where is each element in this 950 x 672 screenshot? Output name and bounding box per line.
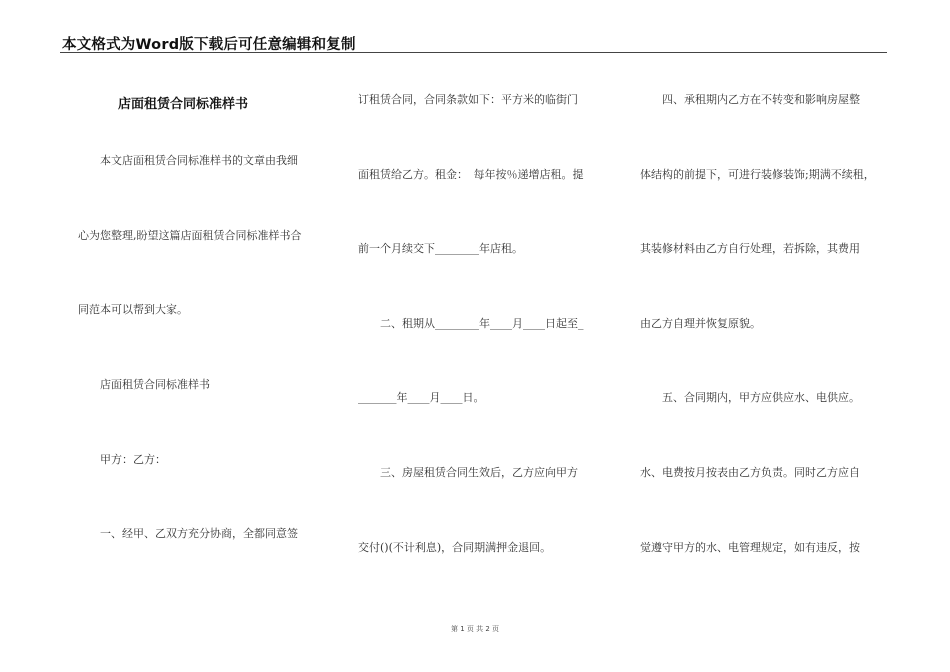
column-2-line: 面租赁给乙方。租金： 每年按％递增店租。提 — [358, 168, 584, 181]
column-3-line: 水、电费按月按表由乙方负责。同时乙方应自 — [640, 466, 860, 479]
column-2-line: 订租赁合同，合同条款如下：平方米的临街门 — [358, 93, 578, 106]
column-3-line: 由乙方自理并恢复原貌。 — [640, 317, 761, 330]
column-1-line: 甲方：乙方： — [78, 453, 166, 466]
column-3-line: 五、合同期内，甲方应供应水、电供应。 — [640, 391, 860, 404]
document-title: 店面租赁合同标准样书 — [118, 97, 249, 112]
column-3-line: 其装修材料由乙方自行处理，若拆除，其费用 — [640, 242, 860, 255]
document-header-banner: 本文格式为Word版下载后可任意编辑和复制 — [62, 37, 356, 53]
column-1-line: 心为您整理,盼望这篇店面租赁合同标准样书合 — [78, 229, 302, 242]
column-2-line: 交付()(不计利息)，合同期满押金退回。 — [358, 541, 552, 554]
column-2-line: _______年____月____日。 — [358, 391, 485, 404]
column-1-line: 一、经甲、乙双方充分协商，全都同意签 — [78, 527, 298, 540]
column-2-line: 前一个月续交下________年店租。 — [358, 242, 523, 255]
column-2-line: 二、租期从________年____月____日起至_ — [358, 317, 584, 330]
column-1-line: 同范本可以帮到大家。 — [78, 303, 188, 316]
header-divider — [60, 52, 887, 53]
column-1-line: 店面租赁合同标准样书 — [78, 378, 210, 391]
page-number: 第 1 页 共 2 页 — [450, 625, 500, 633]
column-3-line: 体结构的前提下，可进行装修装饰;期满不续租， — [640, 168, 875, 181]
column-1-line: 本文店面租赁合同标准样书的文章由我细 — [78, 154, 298, 167]
column-3-line: 四、承租期内乙方在不转变和影响房屋整 — [640, 93, 860, 106]
column-3-line: 觉遵守甲方的水、电管理规定，如有违反，按 — [640, 541, 860, 554]
column-2-line: 三、房屋租赁合同生效后，乙方应向甲方 — [358, 466, 578, 479]
